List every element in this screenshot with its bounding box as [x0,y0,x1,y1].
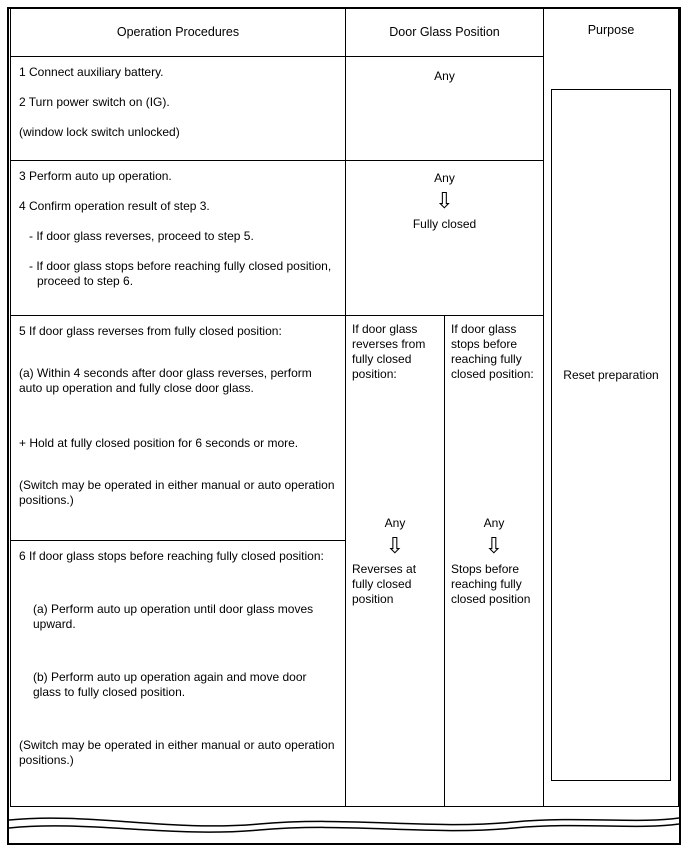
branch-outcome [346,516,444,607]
procedure-line: (a) Within 4 seconds after door glass reverses, perform auto up operation and fully close door glass. [19,366,312,395]
procedure-line: (Switch may be operated in either manual or auto operation positions.) [19,738,335,767]
branch-glass-reverses [345,315,445,807]
position-state: Any [483,516,505,530]
position-state: Any [434,171,455,185]
procedure-line: 4 Confirm operation result of step 3. [19,199,210,213]
branch-glass-stops [444,315,544,807]
header-operation-procedures-label: Operation Procedures [116,25,240,39]
header-door-glass-position-label: Door Glass Position [389,25,500,39]
procedure-steps-1-2 [10,56,346,161]
procedure-line: 2 Turn power switch on (IG). [19,95,170,109]
purpose-column [543,8,679,807]
procedure-line: (window lock switch unlocked) [19,125,180,139]
branch-condition: If door glass reverses from fully closed position: [352,322,426,381]
procedure-step-5 [10,315,346,541]
position-steps-3-4 [345,160,544,316]
purpose-value: Reset preparation [563,368,659,382]
position-result: Fully closed [412,217,477,231]
down-arrow-icon: ⇩ [385,534,405,559]
header-operation-procedures [10,8,346,57]
procedure-line: 5 If door glass reverses from fully closed position: [19,324,282,338]
page-break-squiggle-icon [9,810,679,840]
branch-condition: If door glass stops before reaching fully closed position: [451,322,534,381]
procedure-step-6 [10,540,346,807]
procedure-subline: - If door glass stops before reaching fully closed position, proceed to step 6. [29,259,332,288]
procedure-steps-3-4 [10,160,346,316]
header-door-glass-position [345,8,544,57]
procedure-line: (Switch may be operated in either manual or auto operation positions.) [19,478,335,507]
position-steps-1-2 [345,56,544,161]
position-result: Reverses at fully closed position [352,562,417,606]
position-state: Any [384,516,406,530]
position-result: Stops before reaching fully closed position [451,562,531,606]
procedure-subline: (a) Perform auto up operation until door glass moves upward. [33,602,314,631]
down-arrow-icon: ⇩ [435,189,454,214]
procedure-line: 3 Perform auto up operation. [19,169,172,183]
position-state: Any [434,69,455,83]
procedure-line: 6 If door glass stops before reaching fully closed position: [19,549,324,563]
purpose-box [551,89,671,781]
procedure-line: 1 Connect auxiliary battery. [19,65,164,79]
down-arrow-icon: ⇩ [484,534,504,559]
procedure-line: + Hold at fully closed position for 6 seconds or more. [19,436,299,450]
header-purpose: Purpose [587,23,635,37]
branch-outcome [445,516,543,607]
procedure-subline: (b) Perform auto up operation again and move door glass to fully closed position. [33,670,307,699]
procedure-subline: - If door glass reverses, proceed to step 5. [29,229,254,243]
